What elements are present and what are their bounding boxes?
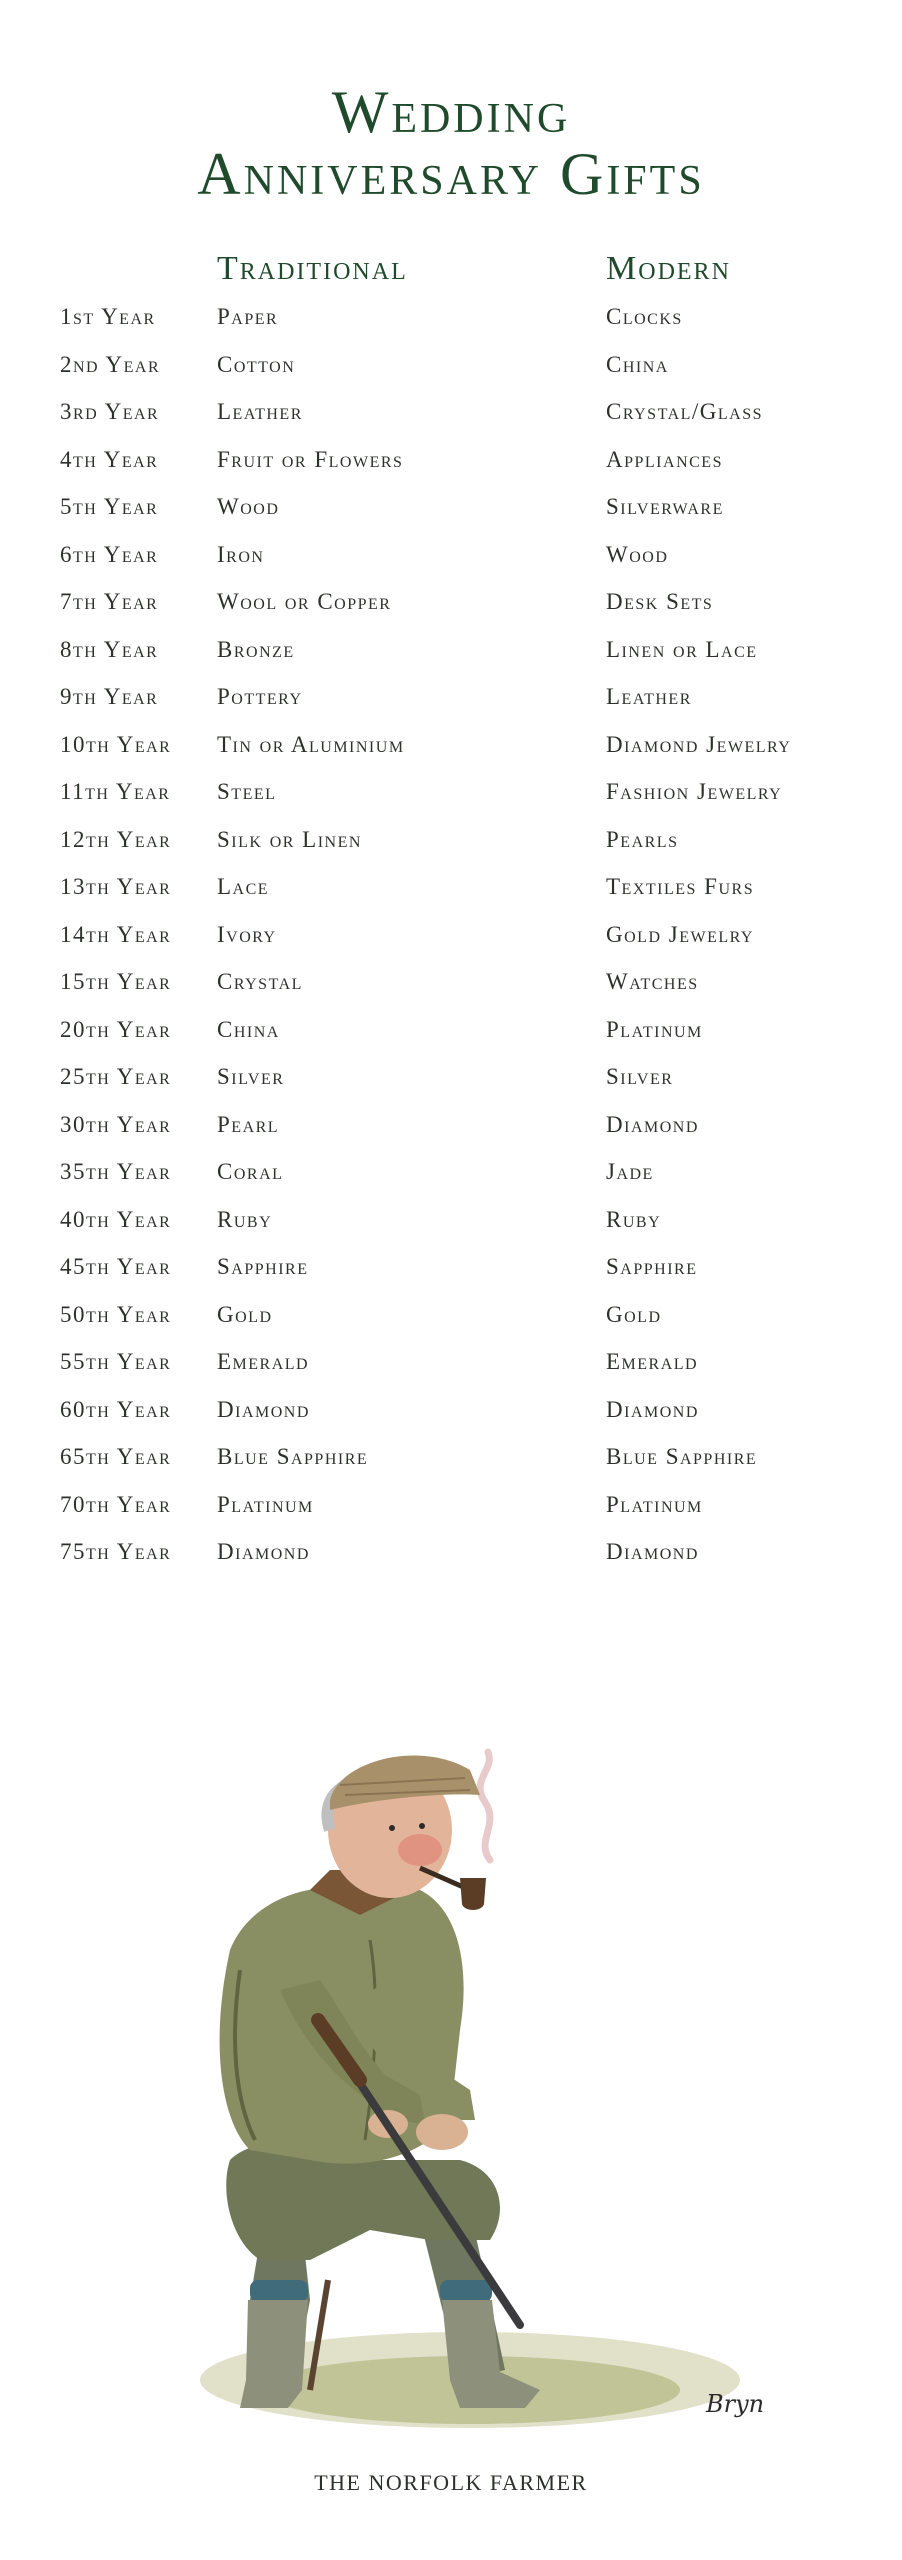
traditional-gift: Iron <box>217 541 265 567</box>
table-row <box>0 637 902 685</box>
anniversary-year: 13th Year <box>60 874 172 899</box>
modern-gift: Blue Sapphire <box>606 1444 758 1469</box>
anniversary-year: 40th Year <box>60 1206 172 1232</box>
traditional-gift: Ruby <box>217 1206 273 1232</box>
traditional-gift: Paper <box>217 304 279 329</box>
table-row <box>0 1112 902 1160</box>
modern-gift: Silverware <box>606 494 724 519</box>
traditional-gift: Emerald <box>217 1349 310 1374</box>
modern-gift: Leather <box>606 684 692 709</box>
modern-gift: Platinum <box>606 1016 703 1042</box>
table-row <box>0 589 902 637</box>
traditional-gift: Wool or Copper <box>217 589 392 614</box>
anniversary-year: 35th Year <box>60 1159 172 1184</box>
anniversary-year: 2nd Year <box>60 351 161 377</box>
anniversary-year: 25th Year <box>60 1064 172 1089</box>
table-row <box>0 874 902 922</box>
table-row <box>0 1254 902 1302</box>
traditional-gift: Cotton <box>217 351 296 377</box>
traditional-gift: Bronze <box>217 636 295 662</box>
anniversary-year: 11th Year <box>60 779 171 804</box>
farmer-illustration-icon <box>170 1740 770 2440</box>
table-row <box>0 827 902 875</box>
modern-gift: Diamond <box>606 1396 699 1422</box>
anniversary-year: 45th Year <box>60 1254 172 1279</box>
modern-gift: Textiles Furs <box>606 874 755 899</box>
modern-gift: Fashion Jewelry <box>606 779 783 804</box>
traditional-gift: Diamond <box>217 1396 310 1422</box>
traditional-gift: Gold <box>217 1301 273 1327</box>
anniversary-year: 5th Year <box>60 494 159 519</box>
traditional-gift: Fruit or Flowers <box>217 446 404 472</box>
table-row <box>0 1444 902 1492</box>
traditional-gift: Crystal <box>217 969 303 994</box>
table-row <box>0 684 902 732</box>
modern-gift: Linen or Lace <box>606 636 758 662</box>
anniversary-year: 65th Year <box>60 1444 172 1469</box>
table-row <box>0 1492 902 1540</box>
modern-gift: Crystal/Glass <box>606 399 764 424</box>
table-row <box>0 1064 902 1112</box>
modern-gift: Silver <box>606 1064 674 1089</box>
table-row <box>0 1539 902 1587</box>
page-title-line-1: Wedding <box>331 79 571 145</box>
table-row <box>0 494 902 542</box>
table-row <box>0 352 902 400</box>
modern-gift: Clocks <box>606 304 683 329</box>
artist-signature: Bryn <box>706 2390 765 2418</box>
table-row <box>0 1397 902 1445</box>
gift-table <box>0 304 902 1587</box>
page-title-line-2: Anniversary Gifts <box>197 141 705 207</box>
traditional-gift: Sapphire <box>217 1254 309 1279</box>
modern-gift: Platinum <box>606 1491 703 1517</box>
anniversary-year: 7th Year <box>60 589 159 614</box>
modern-gift: Watches <box>606 969 699 994</box>
traditional-gift: Silver <box>217 1064 285 1089</box>
modern-gift: China <box>606 351 669 377</box>
traditional-gift: Leather <box>217 399 303 424</box>
modern-gift: Ruby <box>606 1206 662 1232</box>
table-row <box>0 304 902 352</box>
table-row <box>0 447 902 495</box>
column-header-modern: Modern <box>606 250 731 287</box>
traditional-gift: Ivory <box>217 921 277 947</box>
modern-gift: Jade <box>606 1159 654 1184</box>
table-row <box>0 399 902 447</box>
traditional-gift: Silk or Linen <box>217 826 362 852</box>
table-row <box>0 1017 902 1065</box>
traditional-gift: Steel <box>217 779 277 804</box>
traditional-gift: Coral <box>217 1159 284 1184</box>
traditional-gift: Platinum <box>217 1491 314 1517</box>
caption: THE NORFOLK FARMER <box>314 2470 588 2495</box>
modern-gift: Gold Jewelry <box>606 921 754 947</box>
traditional-gift: Pottery <box>217 684 303 709</box>
traditional-gift: Wood <box>217 494 280 519</box>
modern-gift: Emerald <box>606 1349 699 1374</box>
table-row <box>0 779 902 827</box>
anniversary-year: 6th Year <box>60 541 159 567</box>
anniversary-year: 15th Year <box>60 969 172 994</box>
anniversary-year: 8th Year <box>60 636 159 662</box>
traditional-gift: China <box>217 1016 280 1042</box>
anniversary-year: 50th Year <box>60 1301 172 1327</box>
modern-gift: Diamond Jewelry <box>606 731 792 757</box>
table-row <box>0 1302 902 1350</box>
modern-gift: Sapphire <box>606 1254 698 1279</box>
column-header-traditional: Traditional <box>217 250 408 287</box>
anniversary-year: 3rd Year <box>60 399 160 424</box>
table-row <box>0 1159 902 1207</box>
table-row <box>0 922 902 970</box>
anniversary-year: 75th Year <box>60 1539 172 1564</box>
traditional-gift: Pearl <box>217 1111 280 1137</box>
modern-gift: Wood <box>606 541 669 567</box>
table-row <box>0 1349 902 1397</box>
traditional-gift: Diamond <box>217 1539 310 1564</box>
modern-gift: Pearls <box>606 826 679 852</box>
anniversary-year: 4th Year <box>60 446 159 472</box>
modern-gift: Desk Sets <box>606 589 714 614</box>
table-row <box>0 732 902 780</box>
modern-gift: Appliances <box>606 446 723 472</box>
modern-gift: Diamond <box>606 1539 699 1564</box>
table-row <box>0 542 902 590</box>
table-row <box>0 1207 902 1255</box>
anniversary-year: 20th Year <box>60 1016 172 1042</box>
modern-gift: Diamond <box>606 1111 699 1137</box>
anniversary-year: 30th Year <box>60 1111 172 1137</box>
anniversary-year: 12th Year <box>60 826 172 852</box>
traditional-gift: Tin or Aluminium <box>217 731 405 757</box>
anniversary-year: 70th Year <box>60 1491 172 1517</box>
table-row <box>0 969 902 1017</box>
anniversary-year: 10th Year <box>60 731 172 757</box>
anniversary-year: 60th Year <box>60 1396 172 1422</box>
anniversary-year: 1st Year <box>60 304 156 329</box>
traditional-gift: Blue Sapphire <box>217 1444 369 1469</box>
anniversary-year: 9th Year <box>60 684 159 709</box>
anniversary-year: 14th Year <box>60 921 172 947</box>
traditional-gift: Lace <box>217 874 270 899</box>
modern-gift: Gold <box>606 1301 662 1327</box>
anniversary-year: 55th Year <box>60 1349 172 1374</box>
